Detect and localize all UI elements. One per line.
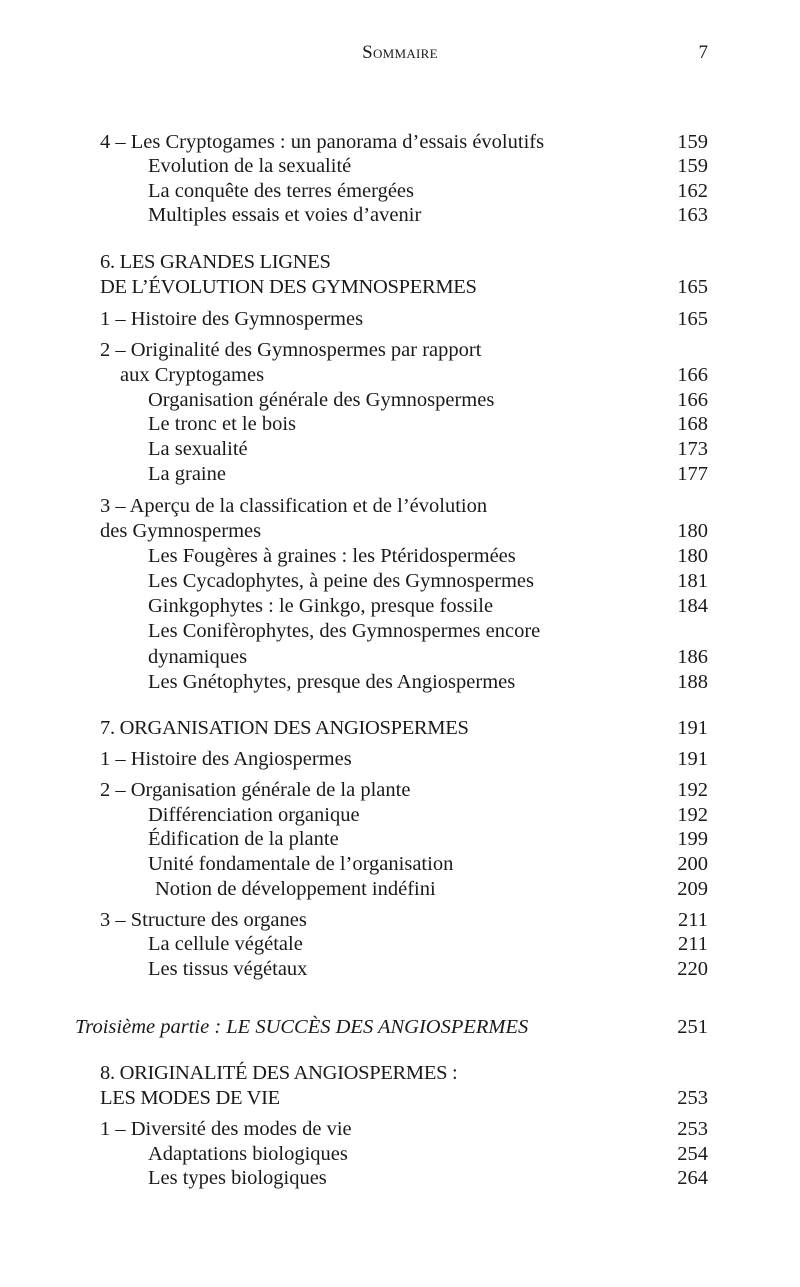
toc-entry-page: 159 (677, 155, 708, 177)
toc-entry-page: 166 (677, 389, 708, 411)
toc-entry (0, 518, 800, 544)
toc-entry-title: dynamiques (148, 646, 248, 668)
toc-entry (0, 593, 800, 619)
toc-entry-title: 6. LES GRANDES LIGNES (100, 251, 331, 273)
toc-entry-title: 8. ORIGINALITÉ DES ANGIOSPERMES : (100, 1062, 458, 1084)
toc-entry-title: des Gymnospermes (100, 520, 262, 542)
toc-chapter-heading (0, 1085, 800, 1111)
toc-entry-title: 2 – Organisation générale de la plante (100, 779, 411, 801)
running-header-title: Sommaire (362, 42, 438, 63)
toc-entry (0, 746, 800, 772)
toc-entry-title: La cellule végétale (148, 933, 303, 955)
toc-entry-page: 163 (677, 204, 708, 226)
toc-entry (0, 618, 800, 644)
toc-entry-page: 254 (677, 1143, 708, 1165)
toc-entry (0, 129, 800, 155)
toc-chapter-heading (0, 715, 800, 741)
toc-entry-title: Édification de la plante (148, 828, 339, 850)
toc-entry-page: 251 (677, 1016, 708, 1038)
toc-entry-title: Les Gnétophytes, presque des Angiospermes (148, 671, 516, 693)
toc-entry-page: 186 (677, 646, 708, 668)
toc-entry-page: 253 (677, 1087, 708, 1109)
toc-entry-title: La graine (148, 463, 226, 485)
toc-entry-page: 162 (677, 180, 708, 202)
toc-entry (0, 669, 800, 695)
toc-entry-title: aux Cryptogames (120, 364, 265, 386)
toc-entry-page: 211 (678, 909, 708, 931)
toc-entry (0, 907, 800, 933)
toc-entry-page: 181 (677, 570, 708, 592)
toc-entry-title: LES MODES DE VIE (100, 1087, 280, 1109)
toc-entry-title: Troisième partie : LE SUCCÈS DES ANGIOSPERMES (75, 1016, 529, 1038)
toc-entry (0, 802, 800, 828)
toc-entry-title: 1 – Histoire des Angiospermes (100, 748, 352, 770)
toc-entry-title: Différenciation organique (148, 804, 360, 826)
toc-entry-page: 192 (677, 804, 708, 826)
toc-entry-page: 192 (677, 779, 708, 801)
toc-entry (0, 178, 800, 204)
toc-entry-title: Les Fougères à graines : les Ptéridospermées (148, 545, 516, 567)
toc-entry-page: 180 (677, 520, 708, 542)
toc-entry (0, 362, 800, 388)
toc-entry (0, 777, 800, 803)
toc-entry-page: 191 (677, 717, 708, 739)
toc-entry-title: 1 – Diversité des modes de vie (100, 1118, 352, 1140)
toc-entry-page: 209 (677, 878, 708, 900)
toc-entry (0, 956, 800, 982)
toc-entry-title: Evolution de la sexualité (148, 155, 352, 177)
toc-entry-title: Le tronc et le bois (148, 413, 297, 435)
toc-entry-title: 3 – Structure des organes (100, 909, 307, 931)
toc-entry-page: 166 (677, 364, 708, 386)
toc-entry-page: 253 (677, 1118, 708, 1140)
toc-entry-page: 168 (677, 413, 708, 435)
toc-entry-title: 4 – Les Cryptogames : un panorama d’essais évolutifs (100, 131, 545, 153)
toc-entry (0, 931, 800, 957)
toc-entry (0, 337, 800, 363)
toc-entry (0, 153, 800, 179)
toc-entry (0, 851, 800, 877)
toc-entry-page: 165 (677, 308, 708, 330)
toc-entry-page: 173 (677, 438, 708, 460)
toc-entry (0, 644, 800, 670)
toc-entry-title: Les types biologiques (148, 1167, 327, 1189)
toc-entry-title: Unité fondamentale de l’organisation (148, 853, 454, 875)
toc-entry-page: 184 (677, 595, 708, 617)
toc-entry-title: Les Cycadophytes, à peine des Gymnospermes (148, 570, 534, 592)
toc-entry-title: 3 – Aperçu de la classification et de l’évolution (100, 495, 488, 517)
toc-entry (0, 1141, 800, 1167)
toc-chapter-heading (0, 274, 800, 300)
toc-entry (0, 1116, 800, 1142)
toc-entry-title: Les tissus végétaux (148, 958, 308, 980)
toc-entry (0, 493, 800, 519)
toc-chapter-heading (0, 1060, 800, 1086)
toc-entry (0, 436, 800, 462)
toc-entry-page: 191 (677, 748, 708, 770)
toc-entry-page: 199 (677, 828, 708, 850)
toc-entry (0, 202, 800, 228)
toc-entry-title: La conquête des terres émergées (148, 180, 414, 202)
toc-entry (0, 1165, 800, 1191)
toc-entry-title: 7. ORGANISATION DES ANGIOSPERMES (100, 717, 469, 739)
toc-entry-page: 177 (677, 463, 708, 485)
toc-entry (0, 826, 800, 852)
toc-entry (0, 411, 800, 437)
toc-entry-title: Multiples essais et voies d’avenir (148, 204, 422, 226)
toc-entry-title: 2 – Originalité des Gymnospermes par rapport (100, 339, 482, 361)
toc-entry (0, 568, 800, 594)
toc-entry-page: 188 (677, 671, 708, 693)
toc-entry-page: 264 (677, 1167, 708, 1189)
toc-entry-page: 165 (677, 276, 708, 298)
toc-entry (0, 543, 800, 569)
toc-chapter-heading (0, 249, 800, 275)
page-number: 7 (698, 42, 708, 63)
toc-entry (0, 876, 800, 902)
toc-entry (0, 387, 800, 413)
toc-entry-title: La sexualité (148, 438, 248, 460)
toc-entry-title: 1 – Histoire des Gymnospermes (100, 308, 364, 330)
toc-entry-page: 200 (677, 853, 708, 875)
toc-entry-title: Ginkgophytes : le Ginkgo, presque fossile (148, 595, 494, 617)
toc-entry-page: 159 (677, 131, 708, 153)
toc-part-heading (0, 1014, 800, 1040)
toc-entry-page: 220 (677, 958, 708, 980)
toc-entry (0, 306, 800, 332)
toc-entry-page: 211 (678, 933, 708, 955)
toc-entry-title: DE L’ÉVOLUTION DES GYMNOSPERMES (100, 276, 477, 298)
toc-entry-title: Les Conifèrophytes, des Gymnospermes encore (148, 620, 541, 642)
toc-entry-title: Notion de développement indéfini (155, 878, 436, 900)
toc-entry-title: Adaptations biologiques (148, 1143, 348, 1165)
toc-entry-title: Organisation générale des Gymnospermes (148, 389, 495, 411)
toc-entry-page: 180 (677, 545, 708, 567)
toc-entry (0, 461, 800, 487)
